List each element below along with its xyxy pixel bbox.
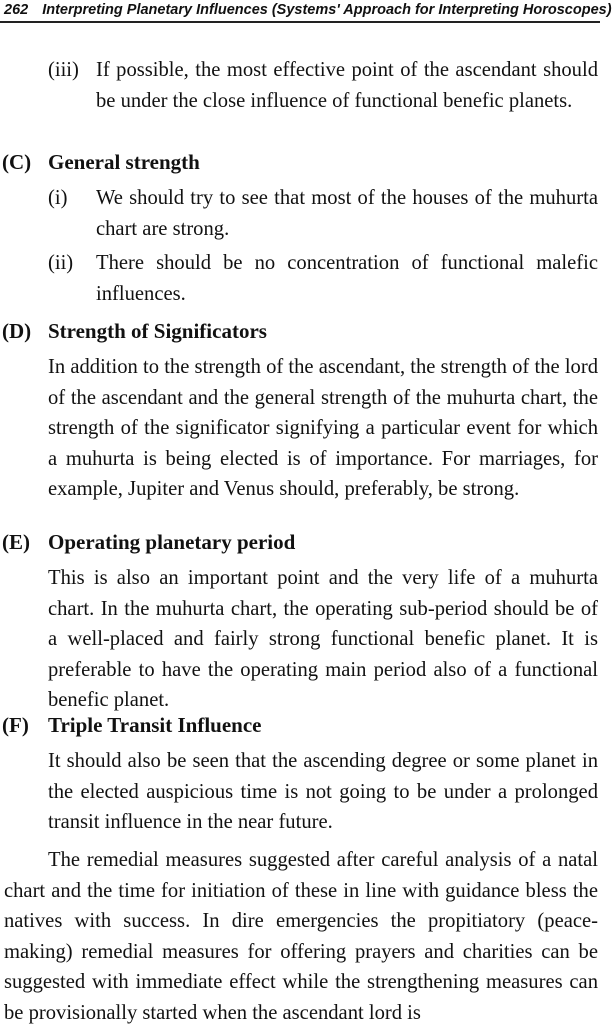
section-d-paragraph: In addition to the strength of the ascendant, the strength of the lord of the ascendant and the general strength of the muhurta chart, the strength of the significator signifying a particular event for which a muhurta is being elected is of importance. For marriages, for example, Jupiter and Venus should, preferably, be strong. (48, 356, 598, 500)
section-heading-c (2, 147, 592, 177)
list-item-number: (ii) (48, 252, 74, 274)
list-item-iii (48, 55, 598, 116)
list-item-text: If possible, the most effective point of the ascendant should be under the close influence of functional benefic planets. (96, 59, 598, 112)
list-item-number: (i) (48, 187, 68, 209)
section-title: Triple Transit Influence (48, 713, 262, 737)
section-letter: (E) (2, 530, 30, 554)
closing-paragraph: The remedial measures suggested after careful analysis of a natal chart and the time for initiation of these in line with guidance bless the natives with success. In dire emergencies the propitiatory (peace-making) remedial measures for offering prayers and charities can be suggested with immediate effect while the strengthening measures can be provisionally started when the ascendant lord is (4, 849, 598, 1024)
section-e-paragraph: This is also an important point and the very life of a muhurta chart. In the muhurta chart, the operating sub-period should be of a well-placed and fairly strong functional benefic planet. It is preferable to have the operating main period also of a functional benefic planet. (48, 567, 598, 711)
section-letter: (C) (2, 150, 32, 174)
list-item-ii (48, 248, 598, 309)
section-title: Operating planetary period (48, 530, 296, 554)
section-letter: (D) (2, 319, 32, 343)
section-heading-e (2, 527, 592, 557)
section-heading-d (2, 316, 592, 346)
section-f-paragraph: It should also be seen that the ascending degree or some planet in the elected auspicious time is not going to be under a prolonged transit influence in the near future. (48, 750, 598, 833)
section-heading-f (2, 710, 592, 740)
page-number: 262 (4, 2, 29, 18)
running-header (4, 0, 612, 22)
section-title: General strength (48, 150, 200, 174)
list-item-text: There should be no concentration of functional malefic influences. (96, 252, 598, 305)
list-item-number: (iii) (48, 59, 79, 81)
list-item-text: We should try to see that most of the houses of the muhurta chart are strong. (96, 187, 598, 240)
running-title: Interpreting Planetary Influences (Systems' Approach for Interpreting Horoscopes) (42, 2, 612, 18)
section-letter: (F) (2, 713, 29, 737)
section-title: Strength of Significators (48, 319, 267, 343)
list-item-i (48, 183, 598, 244)
header-rule (0, 21, 600, 23)
